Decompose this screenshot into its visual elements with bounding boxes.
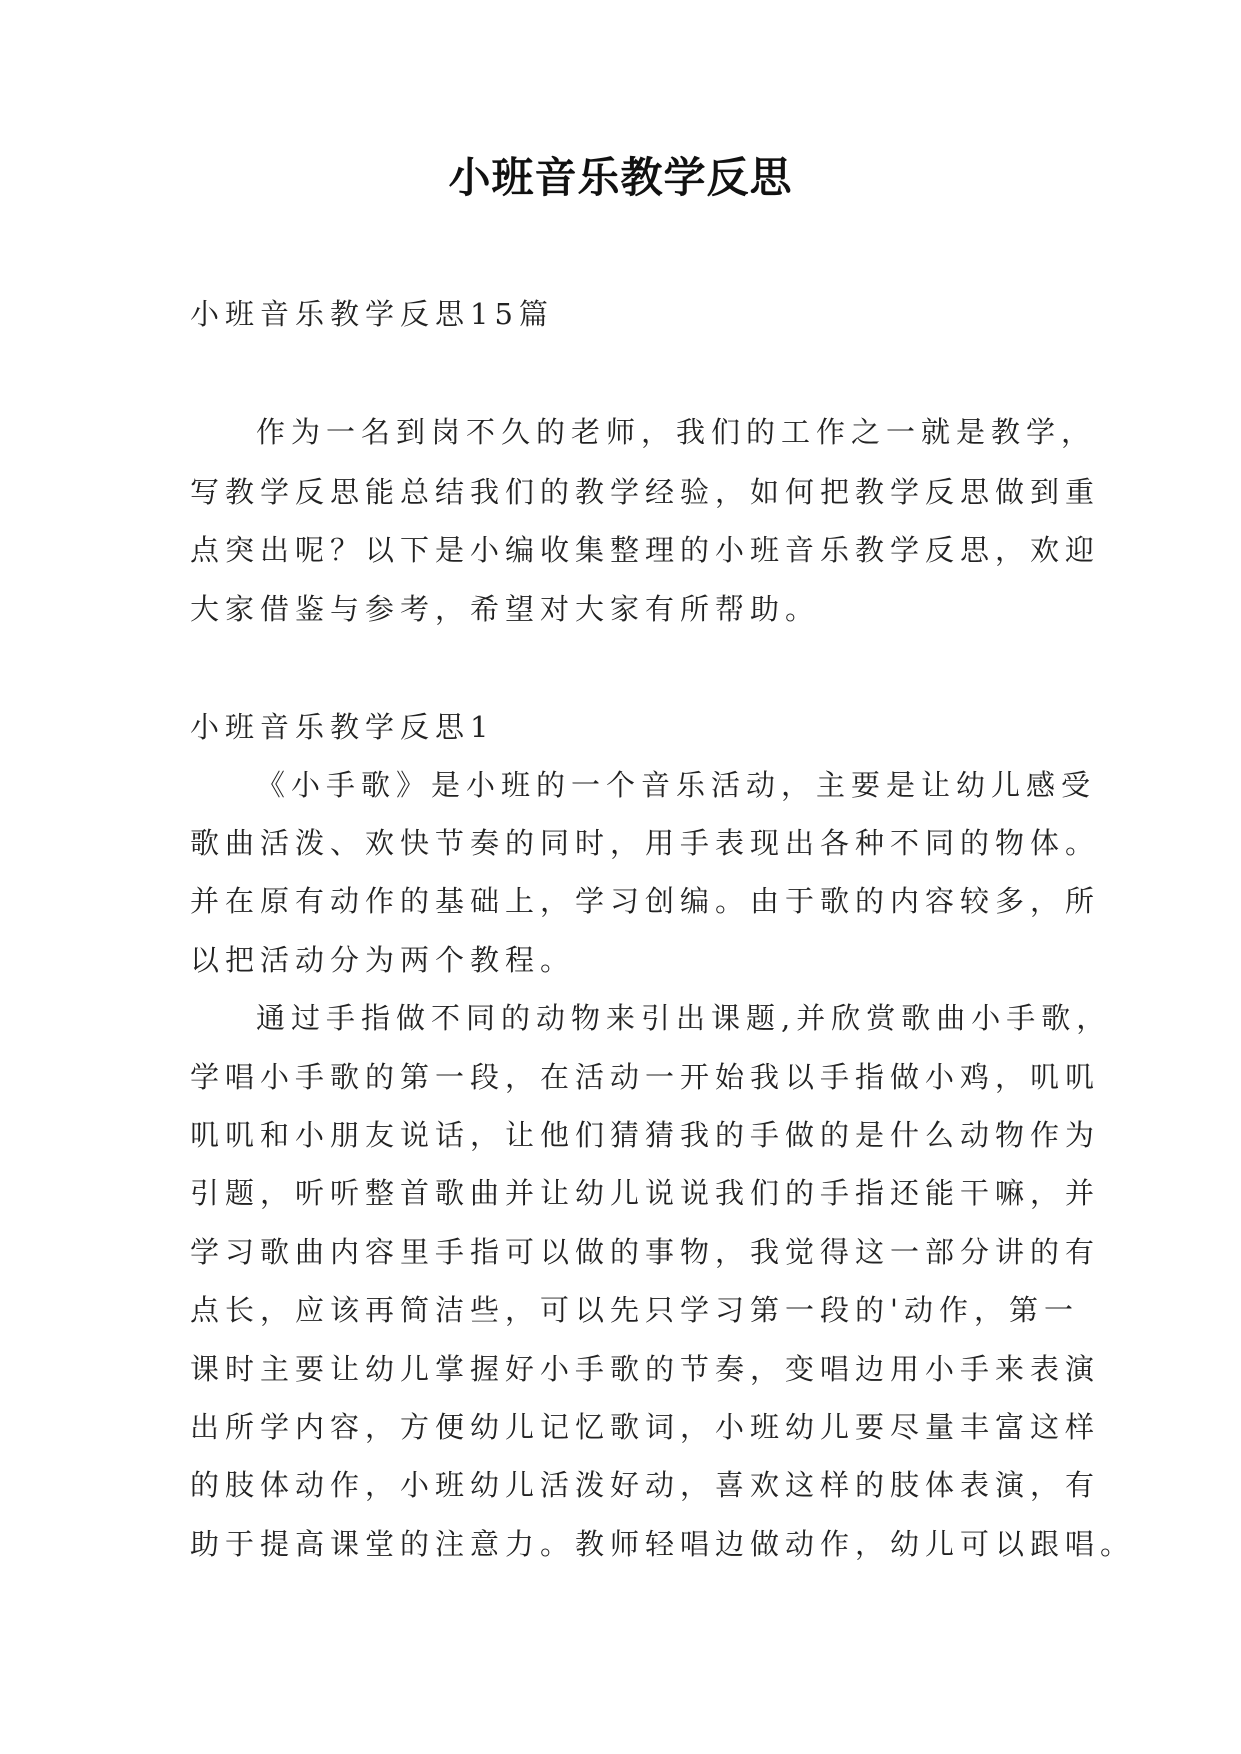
paragraph-line: 以把活动分为两个教程。 — [190, 943, 576, 977]
paragraph-line: 的肢体动作，小班幼儿活泼好动，喜欢这样的肢体表演，有 — [190, 1468, 1101, 1502]
paragraph-line: 出所学内容，方便幼儿记忆歌词，小班幼儿要尽量丰富这样 — [190, 1410, 1101, 1444]
document-title: 小班音乐教学反思 — [448, 153, 793, 202]
intro-line: 写教学反思能总结我们的教学经验，如何把教学反思做到重 — [190, 475, 1101, 509]
paragraph-line: 课时主要让幼儿掌握好小手歌的节奏，变唱边用小手来表演 — [190, 1352, 1101, 1386]
paragraph-line: 点长，应该再简洁些，可以先只学习第一段的'动作，第一 — [190, 1293, 1079, 1327]
paragraph-line: 引题，听听整首歌曲并让幼儿说说我们的手指还能干嘛，并 — [190, 1176, 1101, 1210]
paragraph-line: 《小手歌》是小班的一个音乐活动，主要是让幼儿感受 — [256, 768, 1097, 802]
intro-line: 点突出呢？以下是小编收集整理的小班音乐教学反思，欢迎 — [190, 533, 1101, 567]
intro-line: 作为一名到岗不久的老师，我们的工作之一就是教学， — [256, 415, 1097, 449]
document-subtitle: 小班音乐教学反思15篇 — [190, 297, 554, 331]
paragraph-line: 助于提高课堂的注意力。教师轻唱边做动作，幼儿可以跟唱。 — [190, 1527, 1136, 1561]
paragraph-line: 学习歌曲内容里手指可以做的事物，我觉得这一部分讲的有 — [190, 1235, 1101, 1269]
paragraph-line: 并在原有动作的基础上，学习创编。由于歌的内容较多，所 — [190, 884, 1101, 918]
paragraph-line: 通过手指做不同的动物来引出课题,并欣赏歌曲小手歌， — [256, 1001, 1112, 1035]
section-heading: 小班音乐教学反思1 — [190, 710, 495, 744]
paragraph-line: 学唱小手歌的第一段，在活动一开始我以手指做小鸡，叽叽 — [190, 1060, 1101, 1094]
intro-line: 大家借鉴与参考，希望对大家有所帮助。 — [190, 592, 821, 626]
paragraph-line: 歌曲活泼、欢快节奏的同时，用手表现出各种不同的物体。 — [190, 826, 1101, 860]
paragraph-line: 叽叽和小朋友说话，让他们猜猜我的手做的是什么动物作为 — [190, 1118, 1101, 1152]
